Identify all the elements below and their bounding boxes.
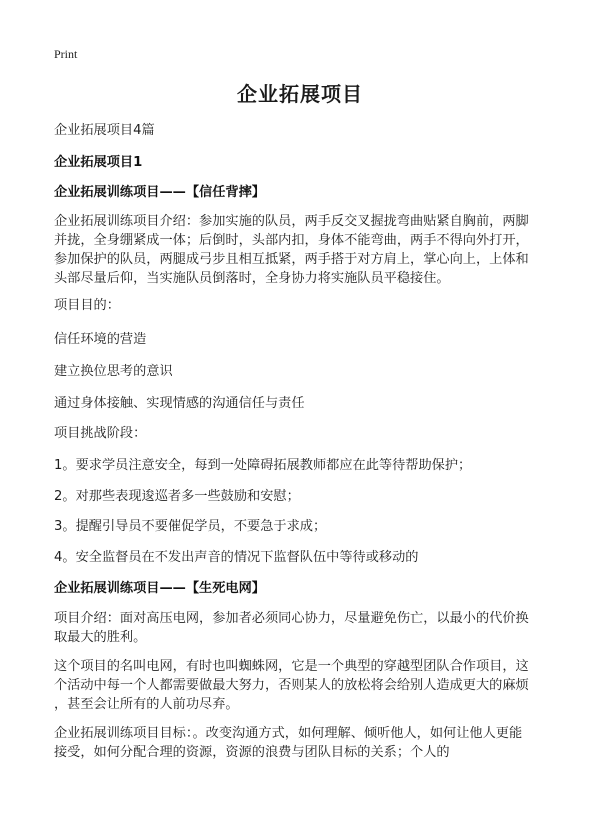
- purpose-item: 通过身体接触、实现情感的沟通信任与责任: [54, 396, 305, 411]
- challenge-item: 3。提醒引导员不要催促学员，不要急于求成；: [54, 519, 327, 534]
- training2-goal-paragraph: [54, 724, 554, 762]
- section1-heading: 企业拓展项目1: [54, 155, 143, 170]
- training1-intro-paragraph: [54, 212, 554, 288]
- paragraph-line: 企业拓展训练项目介绍：参加实施的队员，两手反交叉握拢弯曲贴紧自胸前，两脚: [54, 214, 529, 229]
- paragraph-line: 头部尽量后仰，当实施队员倒落时，全身协力将实施队员平稳接住。: [54, 271, 450, 286]
- paragraph-line: 这个项目的名叫电网，有时也叫蜘蛛网，它是一个典型的穿越型团队合作项目，这: [54, 659, 529, 674]
- document-title: 企业拓展项目: [237, 82, 363, 106]
- training2-heading: 企业拓展训练项目——【生死电网】: [54, 581, 265, 596]
- print-label: Print: [54, 47, 78, 61]
- paragraph-line: ，甚至会让所有的人前功尽弃。: [54, 697, 239, 712]
- paragraph-line: 接受，如何分配合理的资源，资源的浪费与团队目标的关系；个人的: [54, 745, 450, 760]
- paragraph-line: 取最大的胜利。: [54, 630, 147, 645]
- paragraph-line: 参加保护的队员，两腿成弓步且相互抵紧，两手搭于对方肩上，掌心向上，上体和: [54, 252, 529, 267]
- challenge-item: 4。安全监督员在不发出声音的情况下监督队伍中等待或移动的: [54, 550, 419, 565]
- purpose-item: 建立换位思考的意识: [54, 364, 173, 379]
- paragraph-line: 项目介绍：面对高压电网，参加者必须同心协力，尽量避免伤亡，以最小的代价换: [54, 611, 529, 626]
- purpose-label: 项目目的：: [54, 298, 120, 313]
- paragraph-line: 个活动中每一个人都需要做最大努力，否则某人的放松将会给别人造成更大的麻烦: [54, 678, 529, 693]
- challenge-item: 1。要求学员注意安全，每到一处障碍拓展教师都应在此等待帮助保护；: [54, 458, 472, 473]
- purpose-item: 信任环境的营造: [54, 332, 147, 347]
- paragraph-line: 企业拓展训练项目目标：。改变沟通方式，如何理解、倾听他人，如何让他人更能: [54, 726, 523, 741]
- training2-intro-paragraph: [54, 609, 554, 647]
- training1-heading: 企业拓展训练项目——【信任背摔】: [54, 185, 265, 200]
- training2-description-paragraph: [54, 657, 554, 714]
- challenge-item: 2。对那些表现逡巡者多一些鼓励和安慰；: [54, 489, 300, 504]
- challenge-label: 项目挑战阶段：: [54, 426, 147, 441]
- paragraph-line: 并拢，全身绷紧成一体；后倒时，头部内扣，身体不能弯曲，两手不得向外打开，: [54, 233, 529, 248]
- intro-text: 企业拓展项目4篇: [54, 123, 155, 138]
